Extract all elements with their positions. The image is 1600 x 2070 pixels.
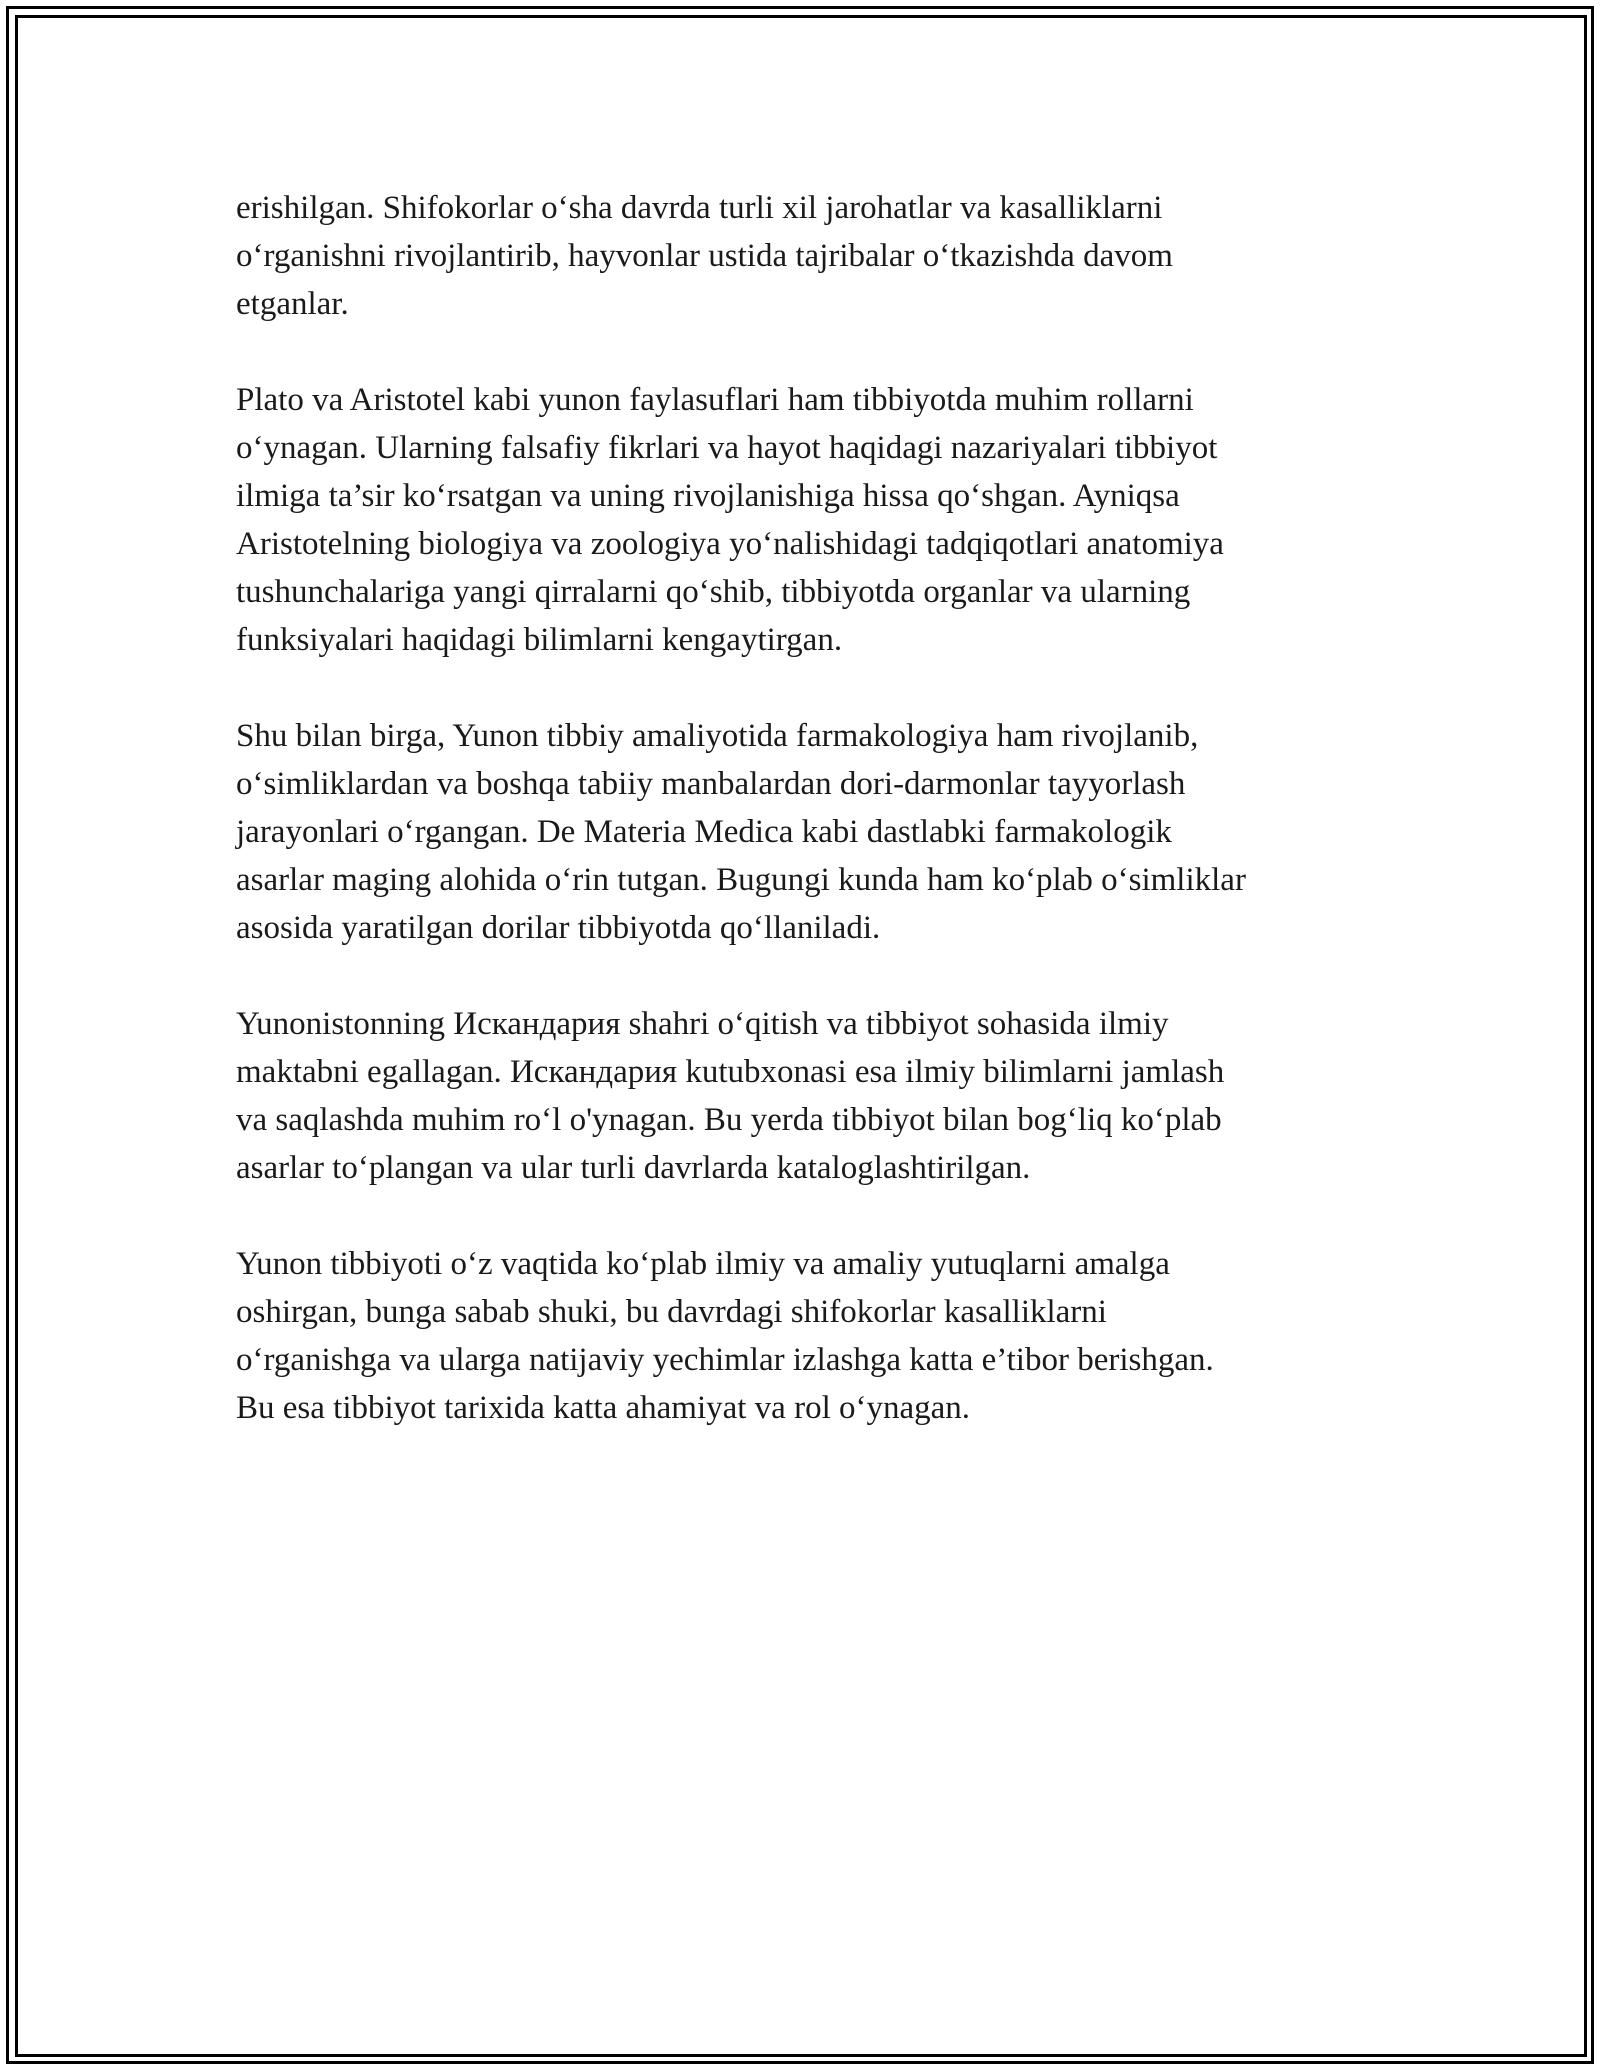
- text-line: Aristotelning biologiya va zoologiya yo‘nalishidagi tadqiqotlari anatomiya: [236, 526, 1224, 562]
- text-line: oshirgan, bunga sabab shuki, bu davrdagi shifokorlar kasalliklarni: [236, 1294, 1107, 1330]
- text-line: maktabni egallagan. Искандария kutubxonasi esa ilmiy bilimlarni jamlash: [236, 1054, 1225, 1090]
- text-line: o‘rganishni rivojlantirib, hayvonlar ustida tajribalar o‘tkazishda davom: [236, 238, 1173, 274]
- text-line: etganlar.: [236, 286, 349, 322]
- paragraph-2: [236, 376, 1376, 664]
- paragraph-1: [236, 184, 1376, 328]
- paragraph-5: [236, 1240, 1376, 1432]
- paragraph-4: [236, 1000, 1376, 1192]
- text-line: funksiyalari haqidagi bilimlarni kengaytirgan.: [236, 622, 843, 658]
- text-line: jarayonlari o‘rgangan. De Materia Medica kabi dastlabki farmakologik: [236, 814, 1172, 850]
- document-body: [236, 184, 1376, 1480]
- text-line: o‘rganishga va ularga natijaviy yechimlar izlashga katta e’tibor berishgan.: [236, 1342, 1214, 1378]
- text-line: Plato va Aristotel kabi yunon faylasuflari ham tibbiyotda muhim rollarni: [236, 382, 1194, 418]
- text-line: Shu bilan birga, Yunon tibbiy amaliyotida farmakologiya ham rivojlanib,: [236, 718, 1199, 754]
- text-line: Yunonistonning Искандария shahri o‘qitish va tibbiyot sohasida ilmiy: [236, 1006, 1169, 1042]
- text-line: asarlar to‘plangan va ular turli davrlarda kataloglashtirilgan.: [236, 1150, 1031, 1186]
- text-line: asosida yaratilgan dorilar tibbiyotda qo‘llaniladi.: [236, 910, 881, 946]
- text-line: Yunon tibbiyoti o‘z vaqtida ko‘plab ilmiy va amaliy yutuqlarni amalga: [236, 1246, 1170, 1282]
- text-line: o‘simliklardan va boshqa tabiiy manbalardan dori-darmonlar tayyorlash: [236, 766, 1186, 802]
- text-line: tushunchalariga yangi qirralarni qo‘shib, tibbiyotda organlar va ularning: [236, 574, 1191, 610]
- text-line: Bu esa tibbiyot tarixida katta ahamiyat va rol o‘ynagan.: [236, 1390, 971, 1426]
- text-line: ilmiga ta’sir ko‘rsatgan va uning rivojlanishiga hissa qo‘shgan. Ayniqsa: [236, 478, 1180, 514]
- text-line: o‘ynagan. Ularning falsafiy fikrlari va hayot haqidagi nazariyalari tibbiyot: [236, 430, 1218, 466]
- text-line: erishilgan. Shifokorlar o‘sha davrda turli xil jarohatlar va kasalliklarni: [236, 190, 1163, 226]
- text-line: asarlar maging alohida o‘rin tutgan. Bugungi kunda ham ko‘plab o‘simliklar: [236, 862, 1246, 898]
- text-line: va saqlashda muhim ro‘l o'ynagan. Bu yerda tibbiyot bilan bog‘liq ko‘plab: [236, 1102, 1222, 1138]
- paragraph-3: [236, 712, 1376, 952]
